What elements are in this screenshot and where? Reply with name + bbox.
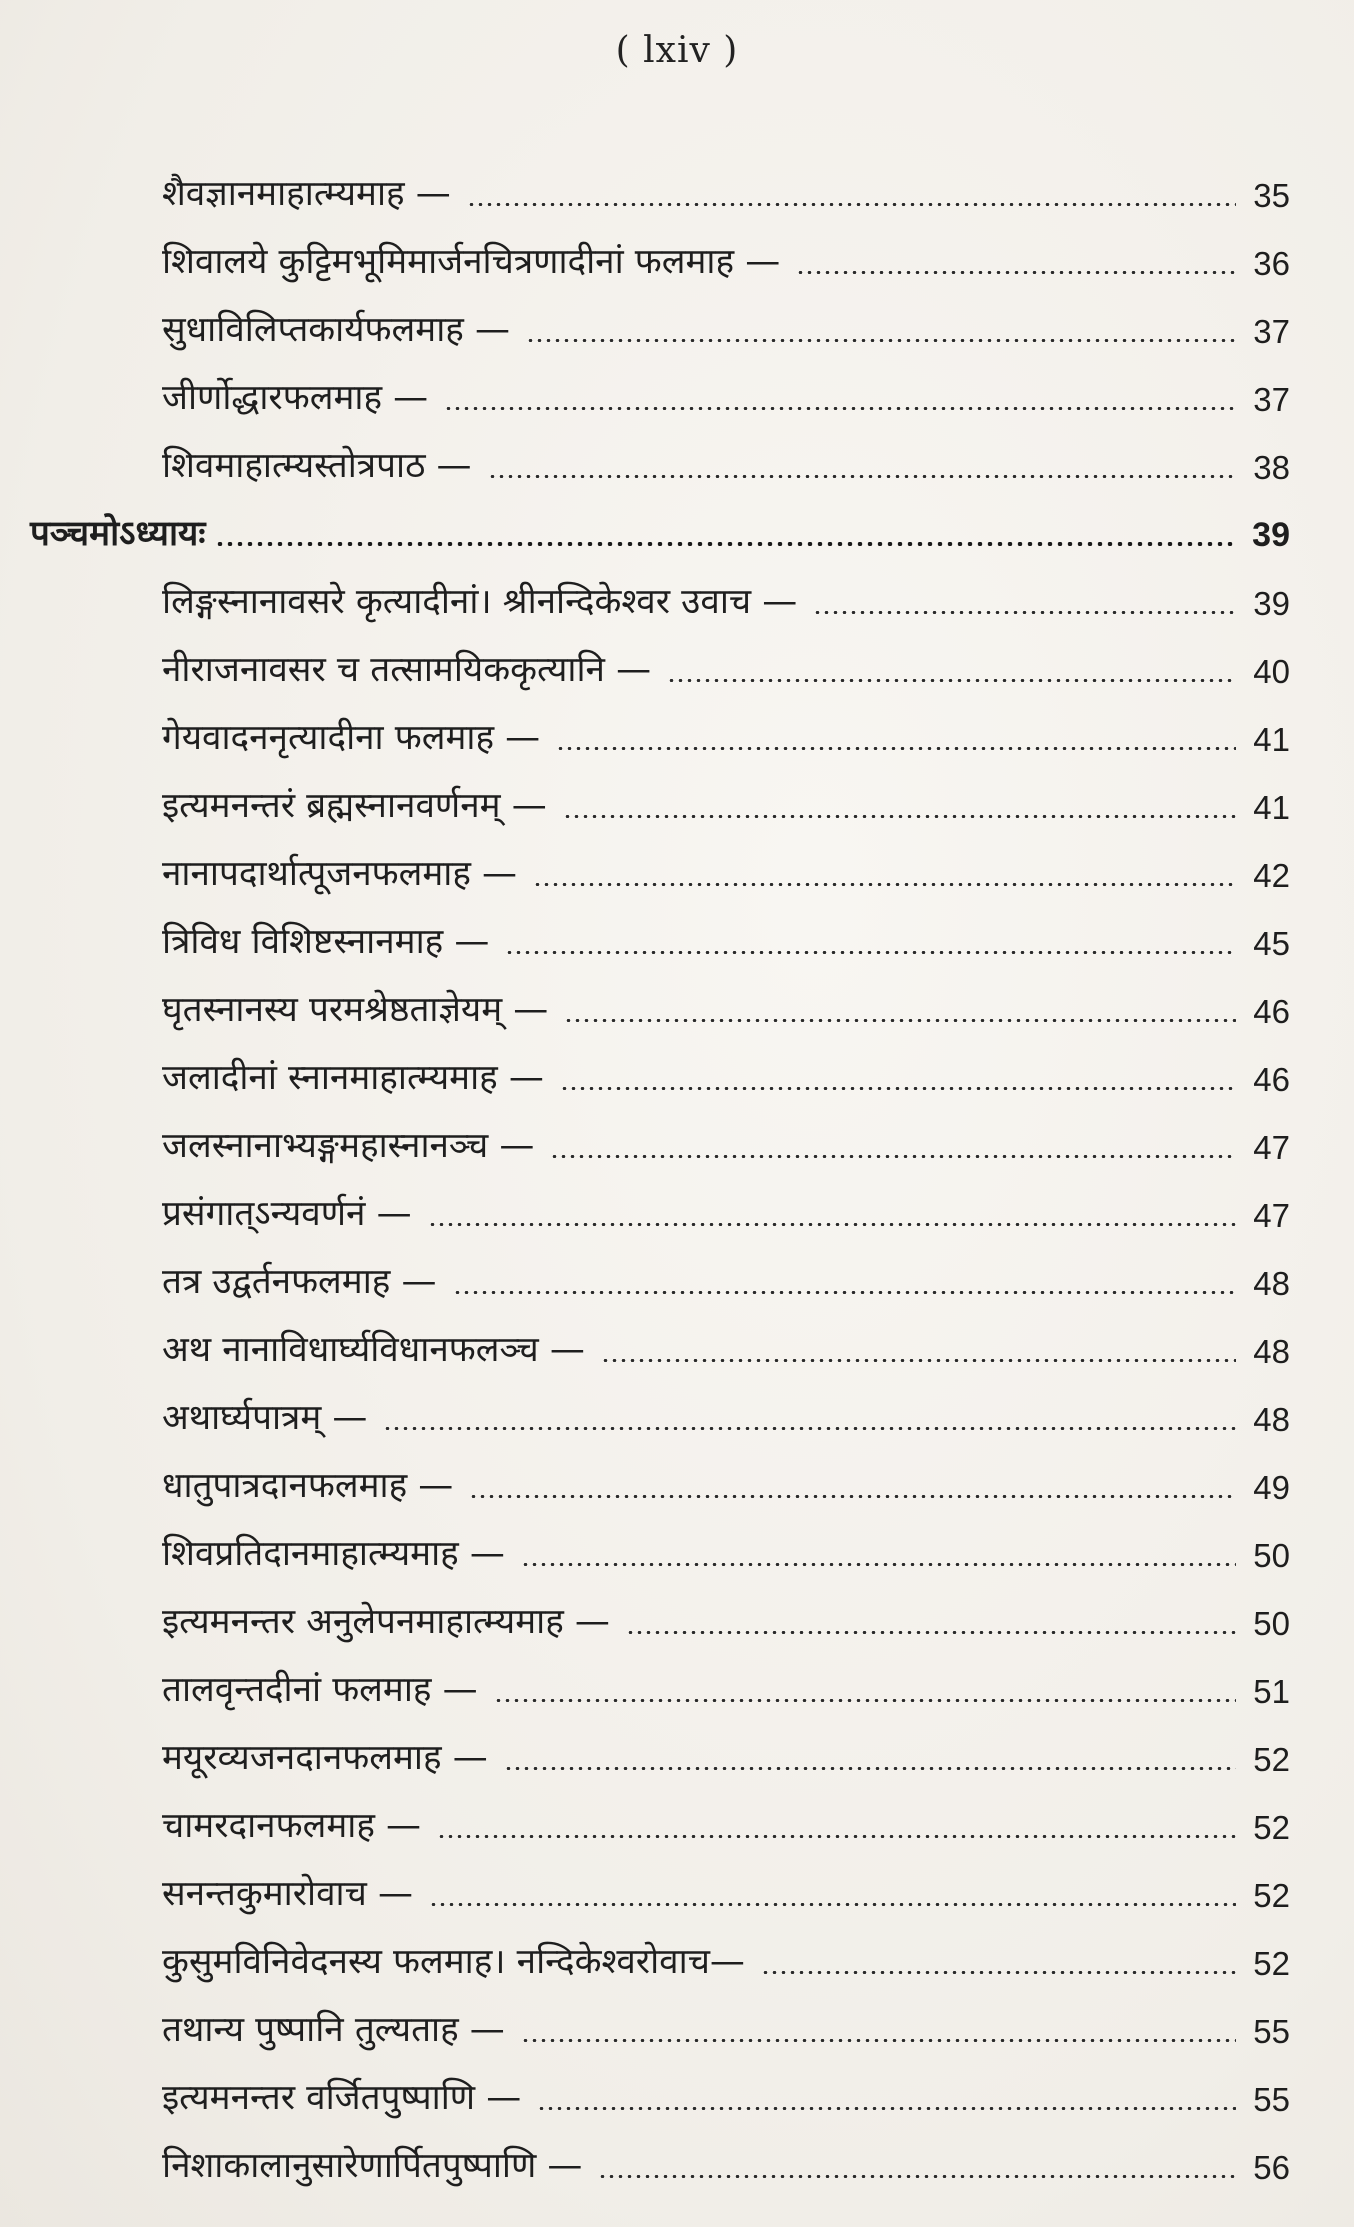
- toc-page-number: 47: [1253, 1129, 1290, 1166]
- toc-row: [30, 1714, 1290, 1782]
- toc-entry-title: अथार्घ्यपात्रम् —: [162, 1398, 368, 1438]
- toc-row: [30, 1170, 1290, 1238]
- toc-page-number: 47: [1253, 1197, 1290, 1234]
- toc-entry-title: सुधाविलिप्तकार्यफलमाह —: [162, 310, 510, 350]
- dot-leader: [494, 1699, 1236, 1702]
- toc-entry-title: सनन्तकुमारोवाच —: [162, 1874, 413, 1914]
- toc-page-number: 37: [1253, 381, 1290, 418]
- dot-leader: [429, 1903, 1236, 1906]
- dot-leader: [598, 2175, 1236, 2178]
- toc-page-number: 46: [1253, 993, 1290, 1030]
- toc-page-number: 52: [1253, 1945, 1290, 1982]
- toc-page-number: 48: [1253, 1265, 1290, 1302]
- toc-row: [30, 2054, 1290, 2122]
- chapter-title: पञ्चमोऽध्यायः: [30, 514, 206, 554]
- toc-row: [30, 218, 1290, 286]
- toc-entry-title: कुसुमविनिवेदनस्य फलमाह। नन्दिकेश्वरोवाच—: [162, 1942, 745, 1982]
- dot-leader: [504, 1767, 1236, 1770]
- dot-leader: [813, 611, 1236, 614]
- toc-row: [30, 354, 1290, 422]
- toc-entry-title: घृतस्नानस्य परमश्रेष्ठताज्ञेयम् —: [162, 990, 549, 1030]
- toc-row: [30, 762, 1290, 830]
- toc-row: [30, 1850, 1290, 1918]
- toc-chapter-row: [30, 490, 1290, 558]
- toc-row: [30, 150, 1290, 218]
- table-of-contents: [30, 150, 1290, 2190]
- dot-leader: [667, 679, 1236, 682]
- toc-row: [30, 1102, 1290, 1170]
- toc-row: [30, 1442, 1290, 1510]
- dot-leader: [469, 1495, 1236, 1498]
- dot-leader: [601, 1359, 1236, 1362]
- toc-row: [30, 1238, 1290, 1306]
- toc-page-number: 46: [1253, 1061, 1290, 1098]
- toc-entry-title: लिङ्गस्नानावसरे कृत्यादीनां। श्रीनन्दिकेश्वर उवाच —: [162, 582, 798, 622]
- toc-row: [30, 1782, 1290, 1850]
- toc-page-number: 52: [1253, 1741, 1290, 1778]
- toc-row: [30, 966, 1290, 1034]
- toc-page-number: 51: [1253, 1673, 1290, 1710]
- dot-leader: [505, 951, 1236, 954]
- toc-entry-title: इत्यमनन्तर अनुलेपनमाहात्म्यमाह —: [162, 1602, 610, 1642]
- dot-leader: [537, 2107, 1236, 2110]
- toc-page-number: 40: [1253, 653, 1290, 690]
- toc-row: [30, 694, 1290, 762]
- dot-leader: [560, 1087, 1236, 1090]
- toc-page-number: 35: [1253, 177, 1290, 214]
- toc-page-number: 41: [1253, 721, 1290, 758]
- toc-row: [30, 1510, 1290, 1578]
- toc-row: [30, 558, 1290, 626]
- toc-page-number: 39: [1252, 516, 1290, 554]
- dot-leader: [563, 815, 1236, 818]
- toc-entry-title: नानापदार्थात्पूजनफलमाह —: [162, 854, 518, 894]
- dot-leader: [383, 1427, 1236, 1430]
- dot-leader: [453, 1291, 1237, 1294]
- toc-entry-title: इत्यमनन्तरं ब्रह्मस्नानवर्णनम् —: [162, 786, 547, 826]
- dot-leader: [215, 542, 1236, 546]
- toc-row: [30, 1918, 1290, 1986]
- toc-page-number: 48: [1253, 1401, 1290, 1438]
- toc-page-number: 39: [1253, 585, 1290, 622]
- toc-row: [30, 1646, 1290, 1714]
- dot-leader: [467, 203, 1236, 206]
- toc-page-number: 56: [1253, 2149, 1290, 2186]
- toc-row: [30, 830, 1290, 898]
- dot-leader: [488, 475, 1236, 478]
- toc-page-number: 41: [1253, 789, 1290, 826]
- toc-row: [30, 1578, 1290, 1646]
- toc-row: [30, 626, 1290, 694]
- toc-row: [30, 422, 1290, 490]
- toc-page-number: 50: [1253, 1537, 1290, 1574]
- toc-page-number: 38: [1253, 449, 1290, 486]
- toc-row: [30, 1986, 1290, 2054]
- toc-entry-title: तालवृन्तदीनां फलमाह —: [162, 1670, 478, 1710]
- dot-leader: [521, 2039, 1236, 2042]
- dot-leader: [564, 1019, 1236, 1022]
- page-number: ( lxiv ): [615, 30, 739, 71]
- toc-row: [30, 2122, 1290, 2190]
- toc-entry-title: निशाकालानुसारेणार्पितपुष्पाणि —: [162, 2146, 583, 2186]
- dot-leader: [626, 1631, 1236, 1634]
- dot-leader: [533, 883, 1236, 886]
- toc-entry-title: शिवप्रतिदानमाहात्म्यमाह —: [162, 1534, 505, 1574]
- toc-page-number: 42: [1253, 857, 1290, 894]
- toc-row: [30, 1374, 1290, 1442]
- toc-entry-title: जलादीनां स्नानमाहात्म्यमाह —: [162, 1058, 544, 1098]
- toc-entry-title: त्रिविध विशिष्टस्नानमाह —: [162, 922, 490, 962]
- dot-leader: [437, 1835, 1236, 1838]
- toc-page-number: 52: [1253, 1809, 1290, 1846]
- dot-leader: [428, 1223, 1236, 1226]
- dot-leader: [521, 1563, 1236, 1566]
- toc-page-number: 48: [1253, 1333, 1290, 1370]
- toc-entry-title: धातुपात्रदानफलमाह —: [162, 1466, 454, 1506]
- toc-entry-title: नीराजनावसर च तत्सामयिककृत्यानि —: [162, 650, 652, 690]
- toc-row: [30, 898, 1290, 966]
- dot-leader: [550, 1155, 1236, 1158]
- toc-row: [30, 1034, 1290, 1102]
- dot-leader: [761, 1971, 1236, 1974]
- toc-row: [30, 286, 1290, 354]
- toc-page-number: 49: [1253, 1469, 1290, 1506]
- toc-entry-title: शिवालये कुट्टिमभूमिमार्जनचित्रणादीनां फलमाह —: [162, 242, 781, 282]
- dot-leader: [796, 271, 1236, 274]
- toc-entry-title: चामरदानफलमाह —: [162, 1806, 422, 1846]
- toc-page-number: 52: [1253, 1877, 1290, 1914]
- toc-entry-title: गेयवादननृत्यादीना फलमाह —: [162, 718, 541, 758]
- toc-page-number: 50: [1253, 1605, 1290, 1642]
- toc-entry-title: प्रसंगात्ऽन्यवर्णनं —: [162, 1194, 412, 1234]
- toc-entry-title: शैवज्ञानमाहात्म्यमाह —: [162, 174, 451, 214]
- toc-page-number: 55: [1253, 2013, 1290, 2050]
- toc-page-number: 45: [1253, 925, 1290, 962]
- toc-entry-title: तत्र उद्वर्तनफलमाह —: [162, 1262, 437, 1302]
- toc-entry-title: मयूरव्यजनदानफलमाह —: [162, 1738, 488, 1778]
- toc-entry-title: तथान्य पुष्पानि तुल्यताह —: [162, 2010, 505, 2050]
- toc-entry-title: शिवमाहात्म्यस्तोत्रपाठ —: [162, 446, 472, 486]
- toc-page-number: 37: [1253, 313, 1290, 350]
- toc-entry-title: जीर्णोद्धारफलमाह —: [162, 378, 429, 418]
- dot-leader: [444, 407, 1236, 410]
- toc-page-number: 36: [1253, 245, 1290, 282]
- toc-entry-title: जलस्नानाभ्यङ्गमहास्नानञ्च —: [162, 1126, 535, 1166]
- toc-row: [30, 1306, 1290, 1374]
- toc-entry-title: अथ नानाविधार्घ्यविधानफलञ्च —: [162, 1330, 585, 1370]
- dot-leader: [526, 339, 1236, 342]
- toc-page-number: 55: [1253, 2081, 1290, 2118]
- toc-entry-title: इत्यमनन्तर वर्जितपुष्पाणि —: [162, 2078, 522, 2118]
- dot-leader: [556, 747, 1236, 750]
